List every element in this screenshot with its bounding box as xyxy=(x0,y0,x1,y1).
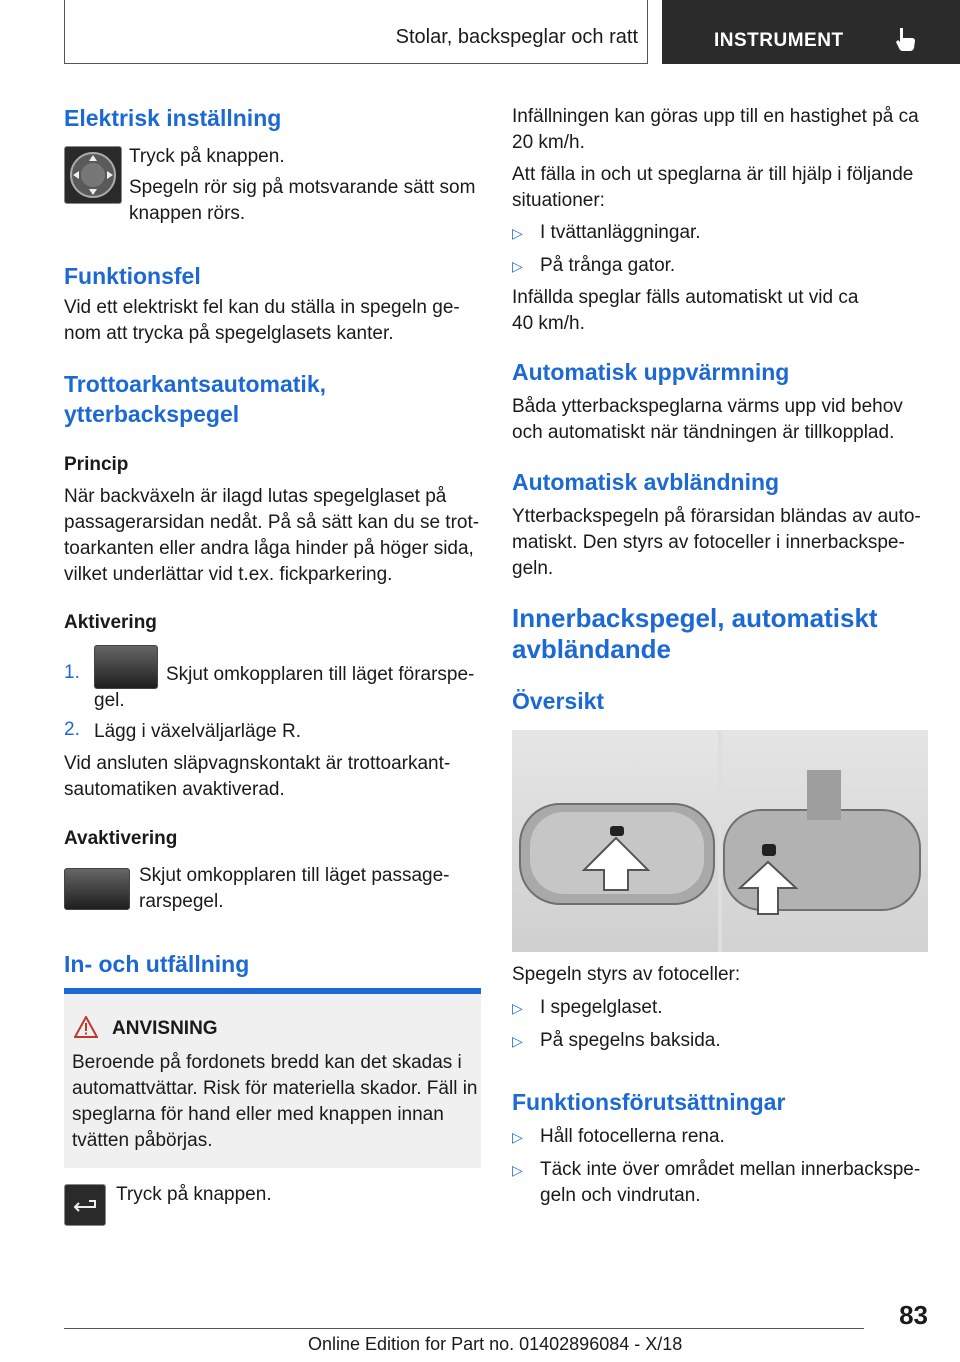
styrs-text: Spegeln styrs av fotoceller: xyxy=(512,964,741,985)
infallning-line-2: 20 km/h. xyxy=(512,132,585,153)
princip-line-2: passagerarsidan nedåt. På så sätt kan du se trot- xyxy=(64,512,480,533)
step-2-text: Lägg i växelväljarläge R. xyxy=(94,721,302,742)
switch-driver-mirror-image xyxy=(94,645,158,689)
bullet-text: I tvättanläggningar. xyxy=(540,222,701,243)
falla-line-2: situationer: xyxy=(512,190,605,211)
bullet-triangle-icon: ▷ xyxy=(512,1000,523,1016)
warning-triangle-icon xyxy=(74,1016,98,1038)
bullet-text: Täck inte över området mellan innerbackspe- xyxy=(540,1159,921,1180)
bullet-text: På spegelns baksida. xyxy=(540,1030,721,1051)
elektrisk-text-2a: Spegeln rör sig på motsvarande sätt som xyxy=(129,177,476,198)
avaktivering-text-a: Skjut omkopplaren till läget passage- xyxy=(139,865,450,886)
footer-edition: Online Edition for Part no. 01402896084 - X/18 xyxy=(308,1334,683,1354)
header-section-title: Stolar, backspeglar och ratt xyxy=(395,26,638,48)
mirror-adjust-button-image xyxy=(64,146,122,204)
footer-divider xyxy=(64,1328,864,1329)
avblandning-line-1: Ytterbackspegeln på förarsidan bländas av auto- xyxy=(512,506,921,527)
mirror-joystick-icon xyxy=(65,147,121,203)
bullet-spegelglaset xyxy=(512,995,663,1021)
avblandning-line-2: matiskt. Den styrs av fotoceller i innerbackspe- xyxy=(512,532,905,553)
heading-trottoar-a: Trottoarkantsautomatik, xyxy=(64,371,326,397)
princip-line-3: toarkanten eller andra låga hinder på höger sida, xyxy=(64,538,474,559)
heading-elektrisk-installning: Elektrisk inställning xyxy=(64,105,282,131)
heading-oversikt: Översikt xyxy=(512,688,605,714)
slap-text-a: Vid ansluten släpvagnskontakt är trottoarkant- xyxy=(64,753,451,774)
bullet-triangle-icon: ▷ xyxy=(512,258,523,274)
warning-line-3: speglarna för hand eller med knappen innan xyxy=(72,1104,444,1125)
bullet-triangle-icon: ▷ xyxy=(512,1129,523,1145)
heading-funktionsforutsattningar: Funktionsförutsättningar xyxy=(512,1089,786,1115)
heading-infallning: In- och utfällning xyxy=(64,951,250,977)
tryck-text: Tryck på knappen. xyxy=(116,1184,272,1205)
mirror-illustration xyxy=(512,730,928,952)
page-number: 83 xyxy=(899,1300,928,1330)
warning-line-4: tvätten påbörjas. xyxy=(72,1130,213,1151)
bullet-tack-inte xyxy=(512,1157,920,1183)
funktionsfel-text-a: Vid ett elektriskt fel kan du ställa in spegeln ge- xyxy=(64,297,460,318)
infallda-line-1: Infällda speglar fälls automatiskt ut vid ca xyxy=(512,287,859,308)
step-1-number: 1. xyxy=(64,662,80,683)
heading-innerbackspegel-b: avbländande xyxy=(512,634,671,664)
bullet-tack-inte-continued: geln och vindrutan. xyxy=(540,1185,701,1206)
heading-funktionsfel: Funktionsfel xyxy=(64,263,201,289)
heading-princip: Princip xyxy=(64,454,129,475)
princip-line-4: vilket underlättar vid t.ex. fickparkering. xyxy=(64,564,393,585)
step-1-text-b: gel. xyxy=(94,690,125,711)
bullet-hall-rena xyxy=(512,1124,725,1150)
heading-innerbackspegel-a: Innerbackspegel, automatiskt xyxy=(512,603,878,633)
switch-passenger-mirror-image xyxy=(64,868,130,910)
heading-aktivering: Aktivering xyxy=(64,612,157,633)
bullet-baksida xyxy=(512,1028,721,1054)
uppvarmning-line-2: och automatiskt när tändningen är tillkopplad. xyxy=(512,422,895,443)
elektrisk-text-2b: knappen rörs. xyxy=(129,203,246,224)
uppvarmning-line-1: Båda ytterbackspeglarna värms upp vid behov xyxy=(512,396,903,417)
warning-box xyxy=(64,988,481,1168)
bullet-tvattanlaggningar xyxy=(512,220,701,246)
header-chapter-tab[interactable] xyxy=(662,0,960,64)
interior-mirror-photo xyxy=(512,730,928,952)
warning-line-1: Beroende på fordonets bredd kan det skadas i xyxy=(72,1052,462,1073)
bullet-text: I spegelglaset. xyxy=(540,997,663,1018)
pointing-hand-icon xyxy=(894,26,916,52)
elektrisk-text-1: Tryck på knappen. xyxy=(129,146,285,167)
avaktivering-text-b: rarspegel. xyxy=(139,891,224,912)
warning-title: ANVISNING xyxy=(112,1018,218,1039)
chapter-title: INSTRUMENT xyxy=(714,30,844,51)
step-1-text-a: Skjut omkopplaren till läget förarspe- xyxy=(166,664,475,685)
funktionsfel-text-b: nom att trycka på spegelglasets kanter. xyxy=(64,323,394,344)
bullet-text: Håll fotocellerna rena. xyxy=(540,1126,725,1147)
heading-automatisk-uppvarmning: Automatisk uppvärmning xyxy=(512,359,790,385)
fold-mirror-icon xyxy=(65,1185,105,1225)
warning-line-2: automattvättar. Risk för materiella skador. Fäll in xyxy=(72,1078,478,1099)
heading-avaktivering: Avaktivering xyxy=(64,828,178,849)
bullet-triangle-icon: ▷ xyxy=(512,225,523,241)
bullet-triangle-icon: ▷ xyxy=(512,1162,523,1178)
bullet-tranga-gator xyxy=(512,253,675,279)
princip-line-1: När backväxeln är ilagd lutas spegelglaset på xyxy=(64,486,447,507)
falla-line-1: Att fälla in och ut speglarna är till hjälp i följande xyxy=(512,164,914,185)
avblandning-line-3: geln. xyxy=(512,558,554,579)
bullet-triangle-icon: ▷ xyxy=(512,1033,523,1049)
bullet-text: På trånga gator. xyxy=(540,255,676,276)
heading-automatisk-avblandning: Automatisk avbländning xyxy=(512,469,780,495)
step-2-number: 2. xyxy=(64,719,80,740)
infallning-line-1: Infällningen kan göras upp till en hastighet på ca xyxy=(512,106,919,127)
fold-mirror-button-image xyxy=(64,1184,106,1226)
infallda-line-2: 40 km/h. xyxy=(512,313,585,334)
slap-text-b: sautomatiken avaktiverad. xyxy=(64,779,285,800)
heading-trottoar-b: ytterbackspegel xyxy=(64,401,240,427)
